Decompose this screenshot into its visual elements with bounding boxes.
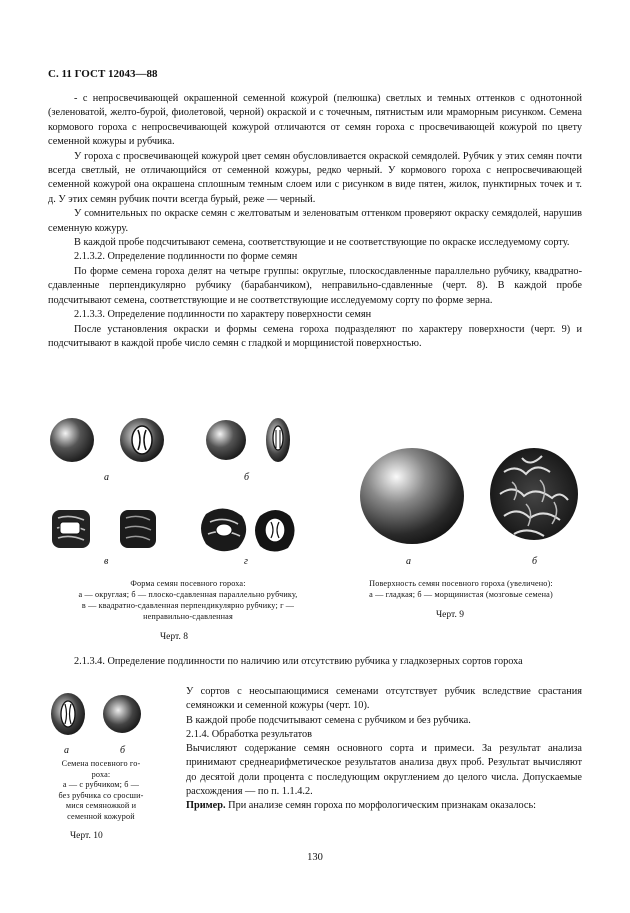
fig8-label-b: б	[244, 472, 250, 483]
paragraph: У сортов с неосыпающимися семенами отсутствует рубчик вследствие срастания семяножки и семенной кожуры (черт. 10).	[186, 686, 582, 712]
figure-10-caption	[48, 759, 154, 823]
paragraph: - с непросвечивающей окрашенной семенной кожурой (пелюшка) светлых и темных оттенков с однотонной (зеленоватой, желто-бурой, фиолетовой, черной) окраской и с точечным, пятнистым или мраморным рисунком. Семена кормового гороха с непросвечивающей кожурой отличаются от семян гороха с просвечивающей кожурой по цвету семенной кожуры и рубчика.	[48, 93, 582, 148]
caption-line: семенной кожурой	[67, 811, 135, 821]
fig8-label-v: в	[104, 556, 109, 567]
seed-irregular-g2	[255, 510, 295, 552]
fig9-label-b: б	[532, 556, 538, 567]
figure-10-drawing	[48, 690, 158, 740]
caption-line: а — гладкая; б — морщинистая (мозговые семена)	[369, 590, 553, 599]
fig9-label-a: а	[406, 556, 411, 567]
figure-10	[48, 690, 176, 841]
caption-line: а — с рубчиком; б —	[62, 780, 140, 790]
figure-9-number: Черт. 9	[436, 610, 464, 620]
figures-8-9	[48, 406, 582, 651]
fig8-label-g: г	[244, 556, 248, 567]
main-text-right	[186, 685, 582, 814]
paragraph: В каждой пробе подсчитывают семена, соответствующие и не соответствующие по окраске исследуемому сорту.	[74, 237, 570, 249]
caption-title: Форма семян посевного гороха:	[130, 579, 246, 588]
seed-without-hilum	[103, 695, 141, 733]
fig10-label-b: б	[120, 745, 126, 756]
seed-wrinkled	[490, 448, 578, 540]
caption-line: мися семяножкой и	[65, 801, 137, 811]
main-text-top	[48, 92, 582, 351]
figure-8-number: Черт. 8	[160, 632, 188, 642]
page-number: 130	[307, 852, 323, 863]
page-header: С. 11 ГОСТ 12043—88	[48, 68, 158, 80]
caption-line: без рубчика со сросши-	[58, 790, 144, 800]
fig10-label-a: а	[64, 745, 69, 756]
seed-irregular-g1	[201, 508, 246, 551]
caption-line: Семена посевного го-	[61, 759, 141, 768]
seed-with-hilum	[51, 693, 85, 735]
seed-round-a1	[50, 418, 94, 462]
seed-round-a2	[120, 418, 164, 462]
caption-line: а — округлая; б — плоско-сдавленная параллельно рубчику,	[78, 590, 298, 599]
seed-flat-b1	[206, 420, 246, 460]
caption-line: Поверхность семян посевного гороха (увеличено):	[369, 579, 553, 588]
figure-8-drawing	[48, 406, 308, 576]
example-paragraph	[186, 799, 582, 813]
paragraph: После установления окраски и формы семена гороха подразделяют по характеру поверхности (черт. 9) и подсчитывают в каждой пробе число семян с гладкой и морщинистой поверхностью.	[48, 323, 582, 349]
paragraph: Вычисляют содержание семян основного сорта и примеси. За результат анализа принимают среднеарифметическое результатов анализа двух проб. Результат вычисляют до десятой доли процента с последующим округлением до целого числа. Допускаемые расхождения — по п. 1.1.4.2.	[186, 743, 582, 798]
seed-smooth	[360, 448, 464, 544]
seed-flat-b2	[266, 418, 290, 462]
seed-square-v1	[52, 510, 90, 548]
figure-10-number: Черт. 10	[70, 830, 103, 841]
caption-line: роха:	[91, 769, 111, 779]
section-heading: 2.1.3.3. Определение подлинности по характеру поверхности семян	[74, 309, 372, 321]
figure-8-caption	[48, 578, 328, 622]
paragraph: У гороха с просвечивающей кожурой цвет семян обусловливается окраской семядолей. Рубчик у этих семян почти всегда светлый, не отличающийся от семенной кожуры, редко черный. У кормового гороха с непросвечивающей семенной кожурой она окрашена сплошным темным слоем или с рисунком в виде пятен, жилок, пунктирных точек и т. д. У этих семян рубчик почти всегда бурый, реже — черный.	[48, 150, 582, 205]
paragraph: По форме семена гороха делят на четыре группы: округлые, плоскосдавленные параллельно рубчику, квадратно-сдавленные перпендикулярно рубчику (барабанчиком), неправильно-сдавленные (черт. 8). В каждой пробе подсчитывают семена, соответствующие и не соответствующие исследуемому сорту по форме зерна.	[48, 265, 582, 306]
section-heading: 2.1.4. Обработка результатов	[186, 728, 313, 740]
paragraph: У сомнительных по окраске семян с желтоватым и зеленоватым оттенком проверяют окраску семядолей, нарушив семенную кожуру.	[48, 208, 582, 234]
section-2-1-3-4: 2.1.3.4. Определение подлинности по наличию или отсутствию рубчика у гладкозерных сортов гороха	[74, 656, 523, 667]
figure-9-drawing	[354, 442, 584, 550]
paragraph: В каждой пробе подсчитывают семена с рубчиком и без рубчика.	[186, 714, 471, 726]
figure-9-caption	[334, 578, 588, 600]
caption-line: в — квадратно-сдавленная перпендикулярно рубчику; г —	[81, 601, 295, 610]
fig8-label-a: а	[104, 472, 109, 483]
caption-line: неправильно-сдавленная	[143, 612, 233, 621]
example-label: Пример.	[186, 800, 226, 812]
seed-square-v2	[120, 510, 156, 548]
section-heading: 2.1.3.2. Определение подлинности по форме семян	[74, 251, 298, 263]
example-text: При анализе семян гороха по морфологическим признакам оказалось:	[225, 800, 537, 812]
